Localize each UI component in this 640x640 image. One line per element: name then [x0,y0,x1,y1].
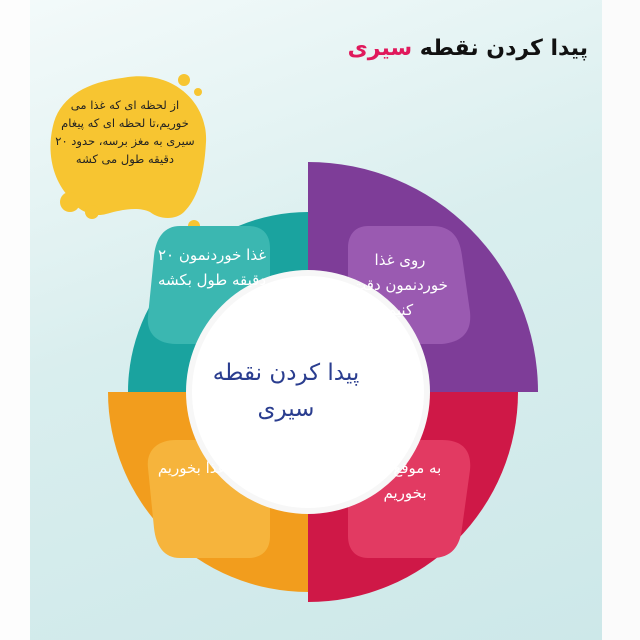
center-title-line2: سیری [257,396,315,422]
segment-label-twenty-minutes: غذا خوردنمون ۲۰ دقیقه طول بکشه [157,246,267,289]
title-accent: سیری [347,36,413,61]
speech-bubble-text: از لحظه ای که غذا می خوریم،تا لحظه ای که پیغام سیری به مغز برسه، حدود ۲۰ دقیقه طول می کشه [55,98,195,166]
bubble-dot-small [85,205,99,219]
segment-label-eat-on-time: به موقع غذا بخوریم [368,459,442,502]
center-title [196,355,376,427]
bubble-dot-tiny [194,88,202,96]
segment-label-focus: روی غذا خوردنمون دقت کنیم [352,251,448,319]
page-title [348,36,588,61]
title-main: پیدا کردن نقطه [419,36,588,61]
bubble-dot-top [178,74,190,86]
segment-label-eat-slowly: آروم غذا بخوریم [157,459,259,477]
bubble-dot-large [60,192,80,212]
center-title-line1: پیدا کردن نقطه [212,360,360,386]
